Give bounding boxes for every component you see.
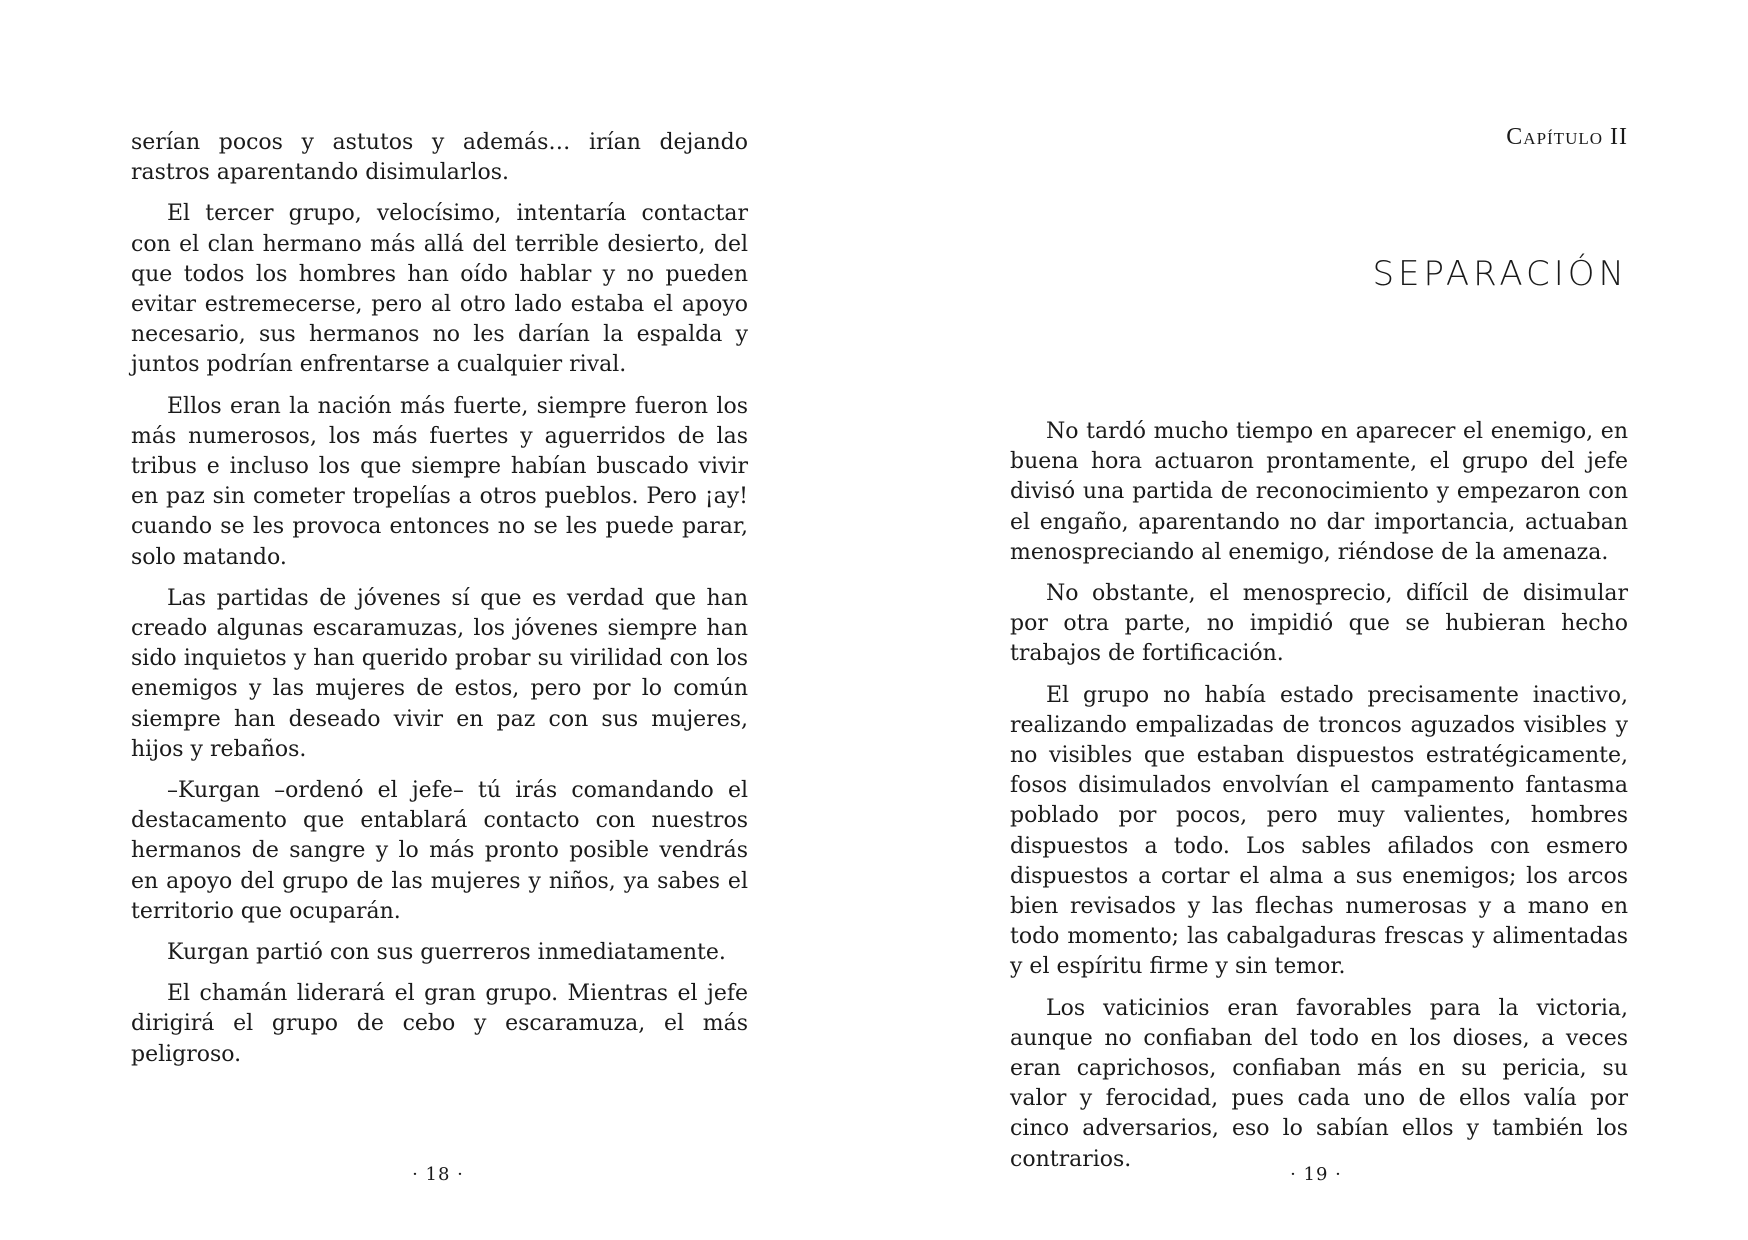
page-number: · 19 · — [1290, 1164, 1342, 1185]
paragraph: Los vaticinios eran favorables para la victoria, aunque no confiaban del todo en los dioses, a veces eran caprichosos, confiaban más en su pericia, su valor y ferocidad, pues cada uno de ellos valía por cinco adversarios, eso lo sabían ellos y también los contrarios. — [1010, 995, 1628, 1172]
paragraph: No tardó mucho tiempo en aparecer el enemigo, en buena hora actuaron prontamente, el grupo del jefe divisó una partida de reconocimiento y empezaron con el engaño, aparentando no dar importancia, actuaban menospreciando al enemigo, riéndose de la amenaza. — [1010, 419, 1628, 565]
right-page — [874, 0, 1748, 1240]
paragraph: Kurgan partió con sus guerreros inmediatamente. — [167, 940, 726, 966]
paragraph: El grupo no había estado precisamente inactivo, realizando empalizadas de troncos aguzados visibles y no visibles que estaban dispuestos estratégicamente, fosos disimulados envolvían el campamento fantasma poblado por pocos, pero muy valientes, hombres dispuestos a todo. Los sables afilados con esmero dispuestos a cortar el alma a sus enemigos; los arcos bien revisados y las flechas numerosas y a mano en todo momento; las cabalgaduras frescas y alimentadas y el espíritu firme y sin temor. — [1010, 682, 1628, 980]
page-number: · 18 · — [412, 1164, 464, 1185]
paragraph: –Kurgan –ordenó el jefe– tú irás comandando el destacamento que entablará contacto con nuestros hermanos de sangre y lo más pronto posible vendrás en apoyo del grupo de las mujeres y niños, ya sabes el territorio que ocuparán. — [131, 778, 748, 924]
chapter-label: Capítulo II — [1506, 124, 1628, 150]
paragraph: No obstante, el menosprecio, difícil de disimular por otra parte, no impidió que se hubieran hecho trabajos de fortificación. — [1010, 581, 1628, 667]
left-page-body — [131, 128, 748, 1081]
chapter-title: SEPARACIÓN — [1372, 254, 1628, 294]
paragraph: El tercer grupo, velocísimo, intentaría contactar con el clan hermano más allá del terrible desierto, del que todos los hombres han oído hablar y no pueden evitar estremecerse, pero al otro lado estaba el apoyo necesario, sus hermanos no les darían la espalda y juntos podrían enfrentarse a cualquier rival. — [131, 201, 748, 378]
right-page-body — [1010, 417, 1628, 1186]
paragraph: El chamán liderará el gran grupo. Mientras el jefe dirigirá el grupo de cebo y escaramuza, el más peligroso. — [131, 981, 748, 1067]
paragraph: serían pocos y astutos y además… irían dejando rastros aparentando disimularlos. — [131, 130, 748, 186]
paragraph: Las partidas de jóvenes sí que es verdad que han creado algunas escaramuzas, los jóvenes siempre han sido inquietos y han querido probar su virilidad con los enemigos y las mujeres de estos, pero por lo común siempre han deseado vivir en paz con sus mujeres, hijos y rebaños. — [131, 585, 748, 762]
paragraph: Ellos eran la nación más fuerte, siempre fueron los más numerosos, los más fuertes y aguerridos de las tribus e incluso los que siempre habían buscado vivir en paz sin cometer tropelías a otros pueblos. Pero ¡ay! cuando se les provoca entonces no se les puede parar, solo matando. — [131, 393, 748, 570]
